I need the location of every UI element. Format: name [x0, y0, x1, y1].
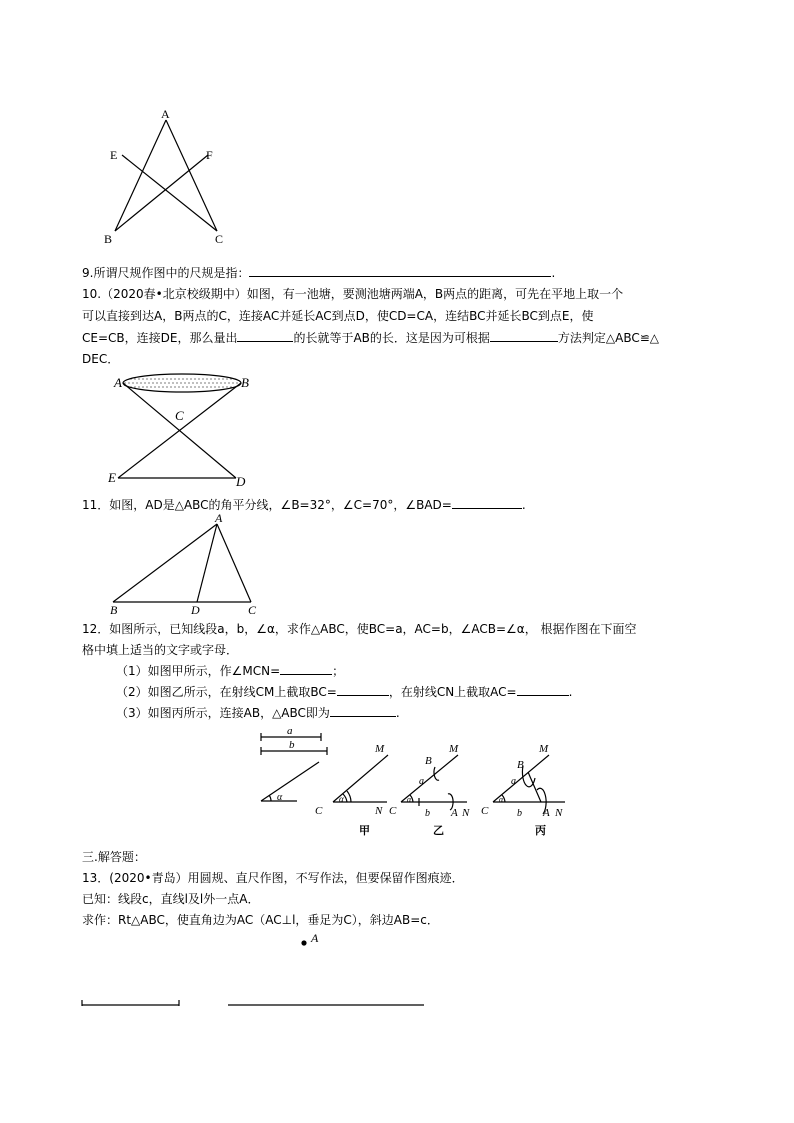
yi-label-b: b	[425, 808, 430, 819]
yi-label-A: A	[451, 807, 458, 819]
q12-blank-4[interactable]	[330, 704, 396, 717]
section-3-heading: 三.解答题：	[82, 850, 146, 864]
jia-label-M: M	[375, 743, 385, 755]
segment-b-label: b	[289, 739, 295, 751]
q13-line-2: 已知：线段c，直线l及l外一点A．	[82, 892, 260, 906]
label-C: C	[215, 232, 224, 246]
yi-label-B: B	[425, 755, 432, 767]
tri-label-B: B	[110, 603, 118, 617]
q13-line-1: 13．(2020•青岛）用圆规、直尺作图，不写作法，但要保留作图痕迹．	[82, 871, 464, 885]
yi-label-a: a	[419, 776, 424, 787]
q10-line-3: CE=CB，连接DE，那么量出 的长就等于AB的长．这是因为可根据 方法判定△ABC≌△	[82, 331, 660, 345]
q12-blank-1[interactable]	[280, 662, 332, 675]
yi-label-N: N	[462, 807, 470, 819]
q10-blank-1[interactable]	[237, 329, 293, 342]
figure-crossed-triangles	[100, 105, 240, 250]
pond-label-C: C	[175, 408, 184, 423]
caption-yi: 乙	[433, 825, 444, 837]
question-11: 11．如图，AD是△ABC的角平分线，∠B=32°，∠C=70°，∠BAD= .	[82, 498, 526, 512]
question-9: 9.所谓尺规作图中的尺规是指： .	[82, 266, 556, 280]
bing-label-C: C	[481, 805, 489, 817]
q12-blank-3[interactable]	[517, 683, 569, 696]
q13-line-3: 求作：Rt△ABC，使直角边为AC（AC⊥l，垂足为C），斜边AB=c．	[82, 913, 439, 927]
pond-label-D: D	[236, 474, 246, 489]
segment-a-label: a	[287, 725, 293, 737]
label-E: E	[110, 148, 118, 162]
q12-line-1: 12．如图所示，已知线段a，b，∠α，求作△ABC，使BC=a，AC=b，∠ACB=∠α， 根据作图在下面空	[82, 622, 637, 636]
label-B: B	[104, 232, 113, 246]
jia-label-alpha: α	[339, 794, 344, 804]
bing-label-A: A	[543, 807, 550, 819]
q11-answer-blank[interactable]	[452, 496, 522, 509]
figure-construction-steps	[255, 722, 575, 842]
figure-triangle-bisector	[105, 510, 265, 618]
caption-bing: 丙	[535, 825, 546, 837]
q12-sub-3: （3）如图丙所示，连接AB，△ABC即为 .	[116, 706, 400, 720]
tri-label-C: C	[248, 603, 257, 617]
q12-sub-2: （2）如图乙所示，在射线CM上截取BC= ，在射线CN上截取AC= .	[116, 685, 573, 699]
q10-line-2: 可以直接到达A，B两点的C，连接AC并延长AC到点D，使CD=CA，连结BC并延长BC到点E，使	[82, 309, 594, 323]
pond-label-E: E	[108, 470, 116, 485]
q12-sub-1: （1）如图甲所示，作∠MCN= ；	[116, 664, 345, 678]
q13-point-A-label: A	[311, 931, 319, 945]
figure-q13	[78, 928, 438, 1012]
q9-text: 9.所谓尺规作图中的尺规是指：	[82, 266, 250, 280]
q12-blank-2[interactable]	[337, 683, 389, 696]
yi-label-M: M	[449, 743, 459, 755]
bing-label-M: M	[539, 743, 549, 755]
q10-line-1: 10.（2020春•北京校级期中）如图，有一池塘，要测池塘两端A，B两点的距离，可先在平地上取一个	[82, 287, 624, 301]
q9-answer-blank[interactable]	[249, 264, 551, 277]
yi-label-alpha: α	[407, 795, 412, 804]
q12-line-2: 格中填上适当的文字或字母．	[82, 643, 239, 657]
given-alpha-label: α	[277, 792, 283, 803]
jia-label-C: C	[315, 805, 323, 817]
jia-label-N: N	[375, 805, 383, 817]
bing-label-a: a	[511, 776, 516, 787]
q10-line-4: DEC．	[82, 352, 120, 366]
caption-jia: 甲	[359, 825, 370, 837]
bing-label-alpha: α	[499, 795, 504, 804]
tri-label-D: D	[191, 603, 200, 617]
bing-label-B: B	[517, 759, 524, 771]
pond-label-B: B	[241, 375, 249, 390]
tri-label-A: A	[215, 511, 223, 525]
figure-pond	[108, 370, 268, 490]
label-F: F	[206, 148, 213, 162]
bing-label-b: b	[517, 808, 522, 819]
pond-label-A: A	[114, 375, 122, 390]
label-A: A	[161, 107, 170, 121]
q10-blank-2[interactable]	[490, 329, 558, 342]
yi-label-C: C	[389, 805, 397, 817]
bing-label-N: N	[555, 807, 563, 819]
